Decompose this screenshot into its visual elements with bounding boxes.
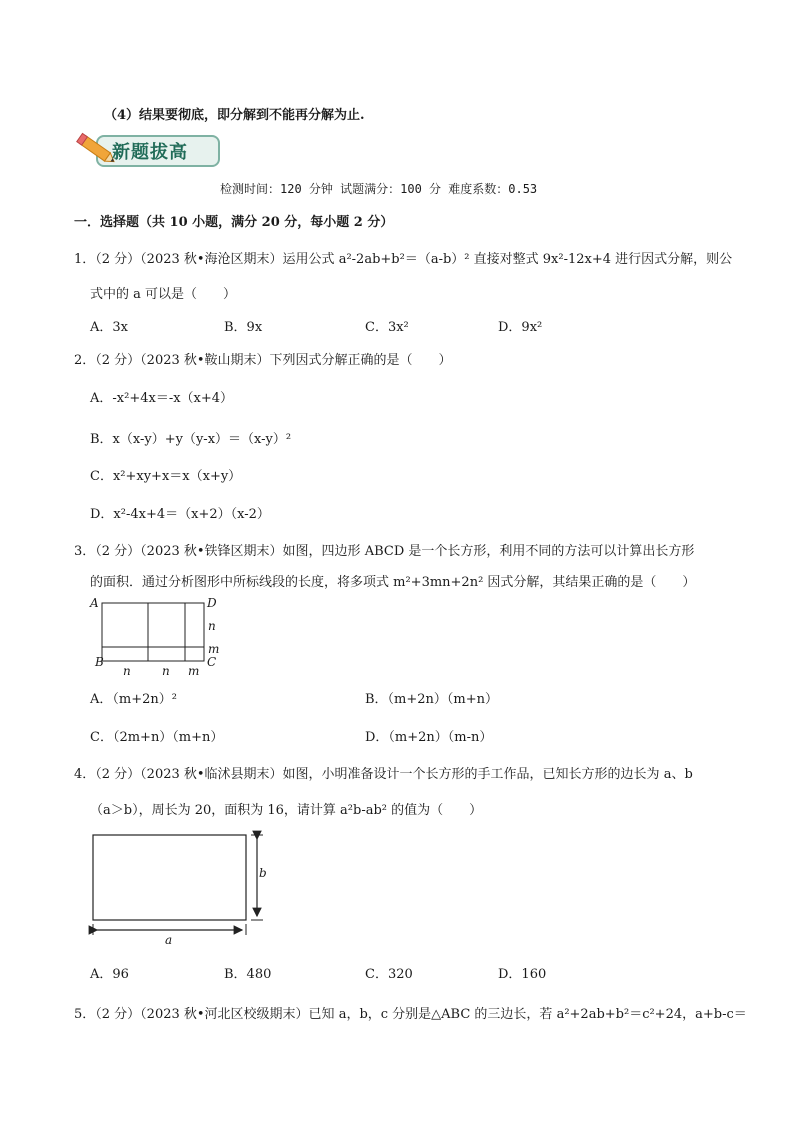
q3-label-d: D <box>207 596 217 610</box>
intro-rule-4: （4）结果要彻底，即分解到不能再分解为止. <box>104 108 365 123</box>
q4-option-a: A．96 <box>90 967 129 982</box>
q2-option-d: D．x²-4x+4＝（x+2）（x-2） <box>90 507 270 522</box>
q3-option-d: D．（m+2n）（m-n） <box>365 730 493 745</box>
q4-figure <box>88 830 278 950</box>
section-title: 一．选择题（共 10 小题，满分 20 分，每小题 2 分） <box>74 215 394 230</box>
q3-label-n-right: n <box>208 619 216 633</box>
q2-option-a: A．-x²+4x＝-x（x+4） <box>90 391 234 406</box>
q1-option-d: D．9x² <box>498 320 543 335</box>
q2-option-c: C．x²+xy+x＝x（x+y） <box>90 469 242 484</box>
q3-figure <box>90 595 230 680</box>
q3-option-c: C．（2m+n）（m+n） <box>90 730 224 745</box>
section-banner <box>74 131 218 167</box>
banner-title: 新题拔高 <box>112 142 188 163</box>
q3-label-m-right: m <box>208 642 220 656</box>
q1-option-c: C．3x² <box>365 320 409 335</box>
q1-line1: 1．（2 分）（2023 秋•海沧区期末）运用公式 a²-2ab+b²＝（a-b）² 直接对整式 9x²-12x+4 进行因式分解，则公 <box>74 252 733 267</box>
q4-label-b: b <box>259 866 267 880</box>
q3-label-b: B <box>95 655 104 669</box>
q3-option-b: B．（m+2n）（m+n） <box>365 692 499 707</box>
q4-label-a: a <box>165 933 173 947</box>
q2-option-b: B．x（x-y）+y（y-x）＝（x-y）² <box>90 432 292 447</box>
q3-label-n2: n <box>162 664 170 678</box>
q3-line2: 的面积．通过分析图形中所标线段的长度，将多项式 m²+3mn+2n² 因式分解，其结果正确的是（ ） <box>90 575 696 590</box>
q3-label-m-bottom: m <box>188 664 200 678</box>
q4-line2: （a＞b），周长为 20，面积为 16，请计算 a²b-ab² 的值为（ ） <box>90 803 483 818</box>
q3-label-n1: n <box>123 664 131 678</box>
q3-line1: 3．（2 分）（2023 秋•铁锋区期末）如图，四边形 ABCD 是一个长方形，利用不同的方法可以计算出长方形 <box>74 544 695 559</box>
q3-label-a: A <box>90 596 99 610</box>
q4-option-b: B．480 <box>224 967 272 982</box>
q2-stem: 2．（2 分）（2023 秋•鞍山期末）下列因式分解正确的是（ ） <box>74 353 452 368</box>
q4-rectangle-diagram <box>88 830 278 950</box>
q3-option-a: A．（m+2n）² <box>90 692 177 707</box>
q4-option-c: C．320 <box>365 967 413 982</box>
q4-option-d: D．160 <box>498 967 547 982</box>
q1-option-a: A．3x <box>90 320 128 335</box>
q4-line1: 4．（2 分）（2023 秋•临沭县期末）如图，小明准备设计一个长方形的手工作品，已知长方形的边长为 a、b <box>74 767 693 782</box>
q5-line1: 5．（2 分）（2023 秋•河北区校级期末）已知 a，b，c 分别是△ABC 的三边长，若 a²+2ab+b²＝c²+24，a+b-c＝ <box>74 1007 747 1022</box>
q1-line2: 式中的 a 可以是（ ） <box>90 287 237 302</box>
exam-meta: 检测时间：120 分钟 试题满分：100 分 难度系数：0.53 <box>220 182 538 196</box>
q3-label-c: C <box>207 655 217 669</box>
q1-option-b: B．9x <box>224 320 263 335</box>
